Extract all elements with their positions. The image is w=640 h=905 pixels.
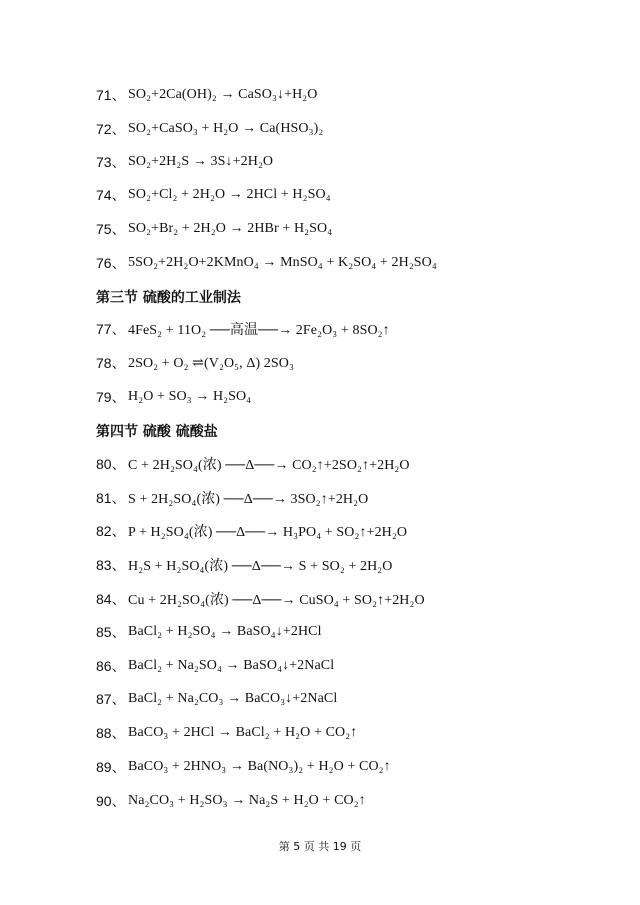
equation-number: 80、 xyxy=(96,456,126,472)
equation-number: 71、 xyxy=(96,87,126,103)
section-heading-4: 第四节 硫酸 硫酸盐 xyxy=(96,424,218,440)
equation-text: 4FeS₂ + 11O₂ ──高温──→ 2Fe₂O₃ + 8SO₂↑ xyxy=(128,323,390,338)
equation-number: 90、 xyxy=(96,793,126,809)
equation-text: SO₂+Cl₂ + 2H₂O → 2HCl + H₂SO₄ xyxy=(128,187,331,202)
equation-78 xyxy=(96,352,294,374)
equation-number: 87、 xyxy=(96,691,126,707)
equation-number: 78、 xyxy=(96,355,126,371)
equation-number: 79、 xyxy=(96,389,126,405)
equation-text: SO₂+CaSO₃ + H₂O → Ca(HSO₃)₂ xyxy=(128,121,324,136)
equation-number: 74、 xyxy=(96,187,126,203)
equation-80 xyxy=(96,453,410,475)
page-footer: 第 5 页 共 19 页 xyxy=(278,840,362,853)
equation-number: 83、 xyxy=(96,557,126,573)
equation-number: 85、 xyxy=(96,624,126,640)
equation-number: 72、 xyxy=(96,121,126,137)
equation-number: 88、 xyxy=(96,725,126,741)
equation-71 xyxy=(96,84,317,106)
equation-number: 84、 xyxy=(96,591,126,607)
equation-text: H₂S + H₂SO₄(浓) ──Δ──→ S + SO₂ + 2H₂O xyxy=(128,559,393,574)
equation-72 xyxy=(96,118,323,140)
equation-text: P + H₂SO₄(浓) ──Δ──→ H₃PO₄ + SO₂↑+2H₂O xyxy=(128,525,408,540)
equation-text: BaCl₂ + Na₂CO₃ → BaCO₃↓+2NaCl xyxy=(128,691,338,706)
equation-text: 5SO₂+2H₂O+2KMnO₄ → MnSO₄ + K₂SO₄ + 2H₂SO₄ xyxy=(128,255,437,270)
equation-number: 76、 xyxy=(96,255,126,271)
equation-text: SO₂+2Ca(OH)₂ → CaSO₃↓+H₂O xyxy=(128,87,318,102)
equation-number: 82、 xyxy=(96,523,126,539)
equation-82 xyxy=(96,520,407,542)
equation-text: BaCl₂ + Na₂SO₄ → BaSO₄↓+2NaCl xyxy=(128,658,335,673)
equation-89 xyxy=(96,756,391,778)
equation-text: C + 2H₂SO₄(浓) ──Δ──→ CO₂↑+2SO₂↑+2H₂O xyxy=(128,458,410,473)
equation-text: Na₂CO₃ + H₂SO₃ → Na₂S + H₂O + CO₂↑ xyxy=(128,793,366,808)
equation-88 xyxy=(96,722,357,744)
equation-87 xyxy=(96,688,337,710)
equation-84 xyxy=(96,588,425,610)
equation-text: BaCO₃ + 2HNO₃ → Ba(NO₃)₂ + H₂O + CO₂↑ xyxy=(128,759,391,774)
equation-text: S + 2H₂SO₄(浓) ──Δ──→ 3SO₂↑+2H₂O xyxy=(128,492,369,507)
equation-text: 2SO₂ + O₂ ⇌(V₂O₅, Δ) 2SO₃ xyxy=(128,355,294,371)
equation-90 xyxy=(96,790,366,812)
equation-number: 89、 xyxy=(96,759,126,775)
equation-number: 73、 xyxy=(96,154,126,170)
equation-text: H₂O + SO₃ → H₂SO₄ xyxy=(128,389,252,404)
equation-81 xyxy=(96,487,368,509)
section-heading-3: 第三节 硫酸的工业制法 xyxy=(96,290,241,306)
equation-85 xyxy=(96,621,322,643)
equation-number: 86、 xyxy=(96,658,126,674)
equation-79 xyxy=(96,386,251,408)
equation-text: Cu + 2H₂SO₄(浓) ──Δ──→ CuSO₄ + SO₂↑+2H₂O xyxy=(128,593,425,608)
equation-text: BaCl₂ + H₂SO₄ → BaSO₄↓+2HCl xyxy=(128,624,322,639)
equation-76 xyxy=(96,252,437,274)
equation-77 xyxy=(96,318,390,340)
equation-74 xyxy=(96,184,331,206)
equation-text: BaCO₃ + 2HCl → BaCl₂ + H₂O + CO₂↑ xyxy=(128,725,358,740)
equation-75 xyxy=(96,218,332,240)
equation-83 xyxy=(96,554,393,576)
equation-73 xyxy=(96,151,273,173)
equation-86 xyxy=(96,655,334,677)
equation-number: 81、 xyxy=(96,490,126,506)
equation-text: SO₂+2H₂S → 3S↓+2H₂O xyxy=(128,154,274,169)
equation-number: 75、 xyxy=(96,221,126,237)
equation-number: 77、 xyxy=(96,321,126,337)
equation-text: SO₂+Br₂ + 2H₂O → 2HBr + H₂SO₄ xyxy=(128,221,333,236)
